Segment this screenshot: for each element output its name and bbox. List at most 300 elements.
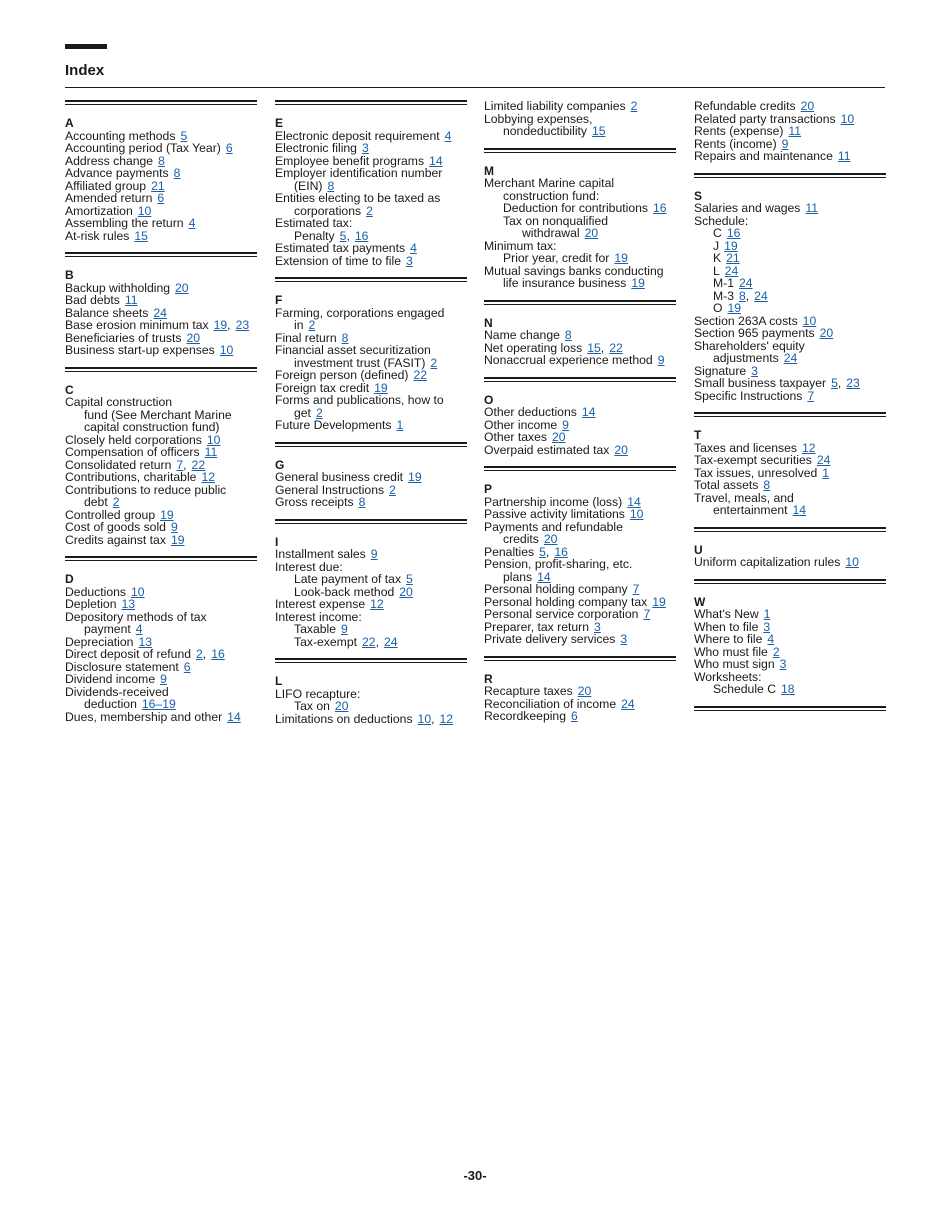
entry-text: Signature — [694, 363, 747, 378]
page-link[interactable]: 20 — [186, 330, 201, 345]
page-link[interactable]: 24 — [739, 276, 753, 290]
entry-text: deduction — [84, 697, 137, 711]
section-letter: T — [694, 428, 702, 442]
page-link[interactable]: 5 — [831, 376, 838, 390]
page-link[interactable]: 16 — [652, 201, 667, 215]
section-divider — [694, 527, 886, 532]
page-link[interactable]: 20 — [577, 684, 592, 698]
page-link[interactable]: 9 — [781, 136, 789, 151]
section-letter: N — [484, 315, 493, 330]
entry-text: corporations — [294, 203, 362, 218]
entry-text: Prior year, credit for — [503, 251, 610, 265]
page-link[interactable]: 2 — [366, 203, 373, 218]
index-entry — [694, 504, 886, 517]
page-link[interactable]: 4 — [410, 241, 417, 255]
page-link[interactable]: 9 — [341, 622, 348, 636]
entry-text: LIFO recapture: — [275, 686, 361, 701]
page-link[interactable]: 5 — [180, 128, 188, 143]
index-entry — [275, 636, 467, 649]
page-link[interactable]: 1 — [763, 607, 771, 621]
section-spacer — [484, 290, 676, 300]
index-section — [275, 100, 467, 277]
section-divider — [65, 556, 257, 561]
page-link[interactable]: 6 — [183, 659, 191, 674]
entry-text: payment — [84, 622, 131, 636]
entry-text: Late payment of tax — [294, 572, 402, 586]
page-link[interactable]: 3 — [361, 141, 369, 155]
entry-text: Refundable credits — [694, 99, 796, 113]
page-link[interactable]: 6 — [225, 141, 233, 155]
page-link[interactable]: 6 — [570, 709, 578, 723]
page-link[interactable]: 9 — [170, 520, 178, 534]
entry-text: Dividend income — [65, 672, 156, 686]
index-entry — [694, 390, 886, 403]
page-link[interactable]: 8 — [173, 166, 181, 180]
entry-text: Accounting methods — [65, 128, 176, 143]
page-link[interactable]: 3 — [594, 619, 601, 634]
index-column-2 — [275, 100, 467, 735]
section-letter: L — [275, 674, 283, 688]
section-spacer — [484, 367, 676, 377]
section-letter: G — [275, 457, 285, 472]
page-number: -30- — [463, 1168, 487, 1183]
page-link[interactable]: 5 — [339, 228, 347, 243]
index-section — [65, 100, 257, 252]
entry-text: Related party transactions — [694, 111, 836, 126]
section-letter: R — [484, 671, 493, 686]
section-divider — [484, 300, 676, 305]
index-section — [484, 100, 676, 148]
page-link[interactable]: 5 — [406, 572, 413, 586]
section-letter: A — [65, 116, 74, 130]
entry-text: Final return — [275, 330, 337, 345]
entry-text: Employer identification number — [275, 166, 443, 180]
page-link[interactable]: 14 — [537, 569, 551, 584]
page-link[interactable]: 10 — [130, 584, 145, 599]
page-link[interactable]: 22 — [191, 457, 206, 472]
page-link[interactable]: 1 — [396, 418, 404, 432]
entry-text: adjustments — [713, 351, 779, 365]
entry-text: get — [294, 405, 311, 420]
page-link[interactable]: 8 — [158, 153, 165, 168]
entry-text: Beneficiaries of trusts — [65, 330, 182, 345]
entry-text: Business start-up expenses — [65, 343, 215, 357]
page-link[interactable]: 23 — [235, 318, 250, 332]
index-entry — [65, 230, 257, 243]
section-spacer — [275, 432, 467, 442]
entry-text: capital construction fund) — [84, 420, 220, 434]
page-link[interactable]: 22 — [362, 634, 376, 649]
entry-text: Capital construction — [65, 395, 173, 409]
page-link[interactable]: 24 — [383, 634, 398, 649]
page-link[interactable]: 20 — [175, 280, 189, 295]
entry-text: Personal service corporation — [484, 607, 639, 621]
entry-text: Gross receipts — [275, 495, 354, 509]
index-section — [484, 148, 676, 300]
page-link[interactable]: 14 — [227, 709, 241, 724]
page-link[interactable]: 12 — [801, 440, 816, 455]
page-link[interactable]: 7 — [176, 457, 184, 472]
entry-text: Address change — [65, 153, 154, 168]
page-link[interactable]: 7 — [643, 607, 651, 621]
page-link[interactable]: 10 — [417, 711, 432, 726]
page-link[interactable]: 11 — [124, 293, 138, 307]
page-link[interactable]: 12 — [439, 711, 454, 726]
page-link[interactable]: 10 — [137, 203, 152, 218]
page-separator: , — [183, 457, 187, 472]
page-link[interactable]: 8 — [564, 328, 572, 342]
section-spacer — [275, 509, 467, 519]
section-spacer — [694, 569, 886, 579]
page-link[interactable]: 5 — [539, 544, 546, 559]
index-section — [275, 442, 467, 519]
entry-text: Direct deposit of refund — [65, 647, 192, 661]
page-link[interactable]: 18 — [781, 682, 795, 696]
page-link[interactable]: 19 — [724, 238, 738, 253]
page-link[interactable]: 20 — [800, 99, 815, 113]
title-divider — [65, 87, 885, 88]
page-link[interactable]: 10 — [802, 313, 817, 328]
page-link[interactable]: 11 — [204, 445, 218, 459]
entry-text: M-1 — [713, 276, 734, 290]
page-link[interactable]: 19 — [631, 276, 645, 290]
entry-text: Tax-exempt securities — [694, 453, 812, 467]
entry-text: Cost of goods sold — [65, 520, 166, 534]
page-link[interactable]: 2 — [389, 482, 396, 497]
index-column-1 — [65, 100, 257, 733]
page-link[interactable]: 3 — [620, 632, 628, 646]
page-link[interactable]: 10 — [629, 507, 644, 521]
page-link[interactable]: 3 — [763, 619, 771, 634]
section-spacer — [694, 163, 886, 173]
entry-text: Rents (income) — [694, 136, 777, 151]
page-separator: , — [600, 340, 605, 355]
section-divider — [275, 442, 467, 447]
page-link[interactable]: 10 — [845, 555, 859, 569]
page-link[interactable]: 8 — [763, 478, 771, 492]
index-section — [275, 519, 467, 659]
entry-text: withdrawal — [522, 226, 580, 240]
entry-text: Pension, profit-sharing, etc. — [484, 557, 633, 571]
page-separator: , — [227, 318, 231, 332]
page-link[interactable]: 13 — [138, 634, 152, 649]
section-divider — [275, 100, 467, 105]
page-link[interactable]: 11 — [837, 149, 851, 163]
page-link[interactable]: 14 — [581, 405, 596, 419]
entry-text: O — [713, 301, 723, 315]
entry-text: Employee benefit programs — [275, 153, 425, 168]
page-link[interactable]: 24 — [783, 351, 798, 365]
entry-text: credits — [503, 532, 539, 546]
section-divider — [484, 148, 676, 153]
section-letter: P — [484, 482, 493, 496]
page-link[interactable]: 2 — [112, 495, 120, 509]
page-link[interactable]: 19 — [213, 318, 228, 332]
page-link[interactable]: 9 — [562, 417, 569, 432]
index-entry — [694, 240, 886, 253]
page-link[interactable]: 14 — [429, 153, 443, 168]
entry-text: Depository methods of tax — [65, 609, 207, 624]
entry-text: Financial asset securitization — [275, 343, 431, 357]
entry-text: Name change — [484, 328, 560, 342]
page-separator: , — [375, 634, 379, 649]
index-column-3 — [484, 100, 676, 733]
page-link[interactable]: 3 — [779, 657, 787, 671]
entry-text: General business credit — [275, 470, 404, 484]
index-entry — [275, 713, 467, 726]
page-link[interactable]: 14 — [792, 503, 807, 517]
page-link[interactable]: 2 — [196, 647, 203, 661]
entry-text: Penalties — [484, 544, 535, 559]
page-link[interactable]: 24 — [621, 696, 635, 711]
page-link[interactable]: 10 — [206, 432, 221, 447]
page-link[interactable]: 16 — [211, 647, 225, 661]
entry-text: Travel, meals, and — [694, 490, 794, 505]
page-link[interactable]: 6 — [157, 191, 165, 205]
page-separator: , — [545, 544, 550, 559]
index-entry — [65, 344, 257, 357]
section-spacer — [484, 456, 676, 466]
entry-text: Interest income: — [275, 609, 362, 624]
entry-text: Shareholders' equity — [694, 338, 805, 353]
page-link[interactable]: 3 — [751, 363, 758, 378]
entry-text: Limited liability companies — [484, 99, 626, 113]
section-divider — [694, 412, 886, 417]
entry-text: Assembling the return — [65, 216, 184, 230]
entry-text: Where to file — [694, 632, 763, 646]
index-entry — [484, 710, 676, 723]
page-link[interactable]: 10 — [219, 343, 234, 357]
page-link[interactable]: 20 — [334, 699, 349, 713]
entry-text: Disclosure statement — [65, 659, 179, 674]
entry-text: Extension of time to file — [275, 253, 401, 268]
index-section — [694, 579, 886, 706]
section-spacer — [275, 267, 467, 277]
page-link[interactable]: 22 — [413, 368, 428, 382]
page-separator: , — [837, 376, 842, 390]
page-link[interactable]: 2 — [772, 644, 780, 659]
entry-text: Passive activity limitations — [484, 507, 625, 521]
entry-text: C — [713, 226, 722, 240]
index-entry — [484, 277, 676, 290]
page-link[interactable]: 23 — [846, 376, 860, 390]
section-spacer — [694, 517, 886, 527]
page-link[interactable]: 20 — [399, 584, 413, 599]
section-spacer — [65, 357, 257, 367]
index-section — [65, 367, 257, 557]
entry-text: Advance payments — [65, 166, 169, 180]
page-link[interactable]: 16 — [726, 226, 741, 240]
section-divider — [275, 277, 467, 282]
entry-text: Total assets — [694, 478, 759, 492]
entry-text: Lobbying expenses, — [484, 111, 593, 126]
index-section — [484, 300, 676, 377]
page-link[interactable]: 15 — [592, 124, 606, 138]
page-link[interactable]: 4 — [135, 622, 143, 636]
entry-text: Controlled group — [65, 507, 156, 522]
entry-text: Contributions, charitable — [65, 470, 197, 484]
entry-text: Specific Instructions — [694, 388, 803, 403]
page-link[interactable]: 24 — [724, 263, 739, 278]
entry-text: Schedule: — [694, 213, 749, 228]
entry-text: nondeductibility — [503, 124, 588, 138]
page-link[interactable]: 9 — [370, 547, 378, 561]
entry-text: Depletion — [65, 597, 117, 611]
entry-text: General Instructions — [275, 482, 385, 497]
page-link[interactable]: 4 — [767, 632, 775, 646]
entry-text: Foreign person (defined) — [275, 368, 409, 382]
entry-text: Deduction for contributions — [503, 201, 648, 215]
page-link[interactable]: 4 — [444, 128, 452, 143]
entry-text: Rents (expense) — [694, 124, 784, 138]
entry-text: Look-back method — [294, 584, 395, 599]
page-link[interactable]: 2 — [430, 355, 438, 370]
entry-text: Bad debts — [65, 293, 120, 307]
page-link[interactable]: 4 — [188, 216, 196, 230]
index-entry — [694, 150, 886, 163]
page-title: Index — [65, 62, 105, 79]
index-entry — [694, 227, 886, 240]
page-link[interactable]: 16 — [354, 228, 369, 243]
index-entry — [65, 534, 257, 547]
entry-text: Other taxes — [484, 430, 547, 444]
page-link[interactable]: 16 — [554, 544, 568, 559]
page-link[interactable]: 20 — [543, 532, 558, 546]
page-link[interactable]: 8 — [341, 330, 349, 345]
entry-text: Consolidated return — [65, 457, 172, 472]
page-link[interactable]: 1 — [822, 465, 830, 480]
entry-text: Merchant Marine capital — [484, 176, 615, 190]
page-link[interactable]: 19 — [614, 251, 628, 265]
entry-text: entertainment — [713, 503, 788, 517]
entry-text: Taxes and licenses — [694, 440, 797, 455]
page-link[interactable]: 2 — [630, 99, 638, 113]
entry-text: Accounting period (Tax Year) — [65, 141, 221, 155]
entry-text: Overpaid estimated tax — [484, 442, 610, 457]
entry-text: investment trust (FASIT) — [294, 355, 426, 370]
page-link[interactable]: 12 — [201, 470, 215, 484]
entry-text: Penalty — [294, 228, 335, 243]
entry-text: Affiliated group — [65, 178, 147, 193]
section-letter: B — [65, 268, 74, 282]
section-letter: W — [694, 594, 706, 609]
page-link[interactable]: 20 — [819, 326, 834, 340]
section-spacer — [694, 696, 886, 706]
entry-text: plans — [503, 569, 533, 584]
entry-text: Preparer, tax return — [484, 619, 589, 634]
section-letter: F — [275, 293, 283, 307]
page-link[interactable]: 12 — [370, 597, 384, 611]
page-link[interactable]: 2 — [308, 318, 316, 332]
page-link[interactable]: 20 — [552, 430, 566, 444]
page-link[interactable]: 14 — [627, 494, 641, 509]
page-link[interactable]: 11 — [788, 124, 802, 138]
page-link[interactable]: 24 — [754, 288, 768, 303]
page-link[interactable]: 19 — [374, 380, 388, 395]
entry-text: When to file — [694, 619, 759, 634]
page-link[interactable]: 24 — [816, 453, 831, 467]
section-spacer — [484, 723, 676, 733]
page-link[interactable]: 20 — [614, 442, 628, 457]
page-link[interactable]: 21 — [151, 178, 165, 193]
page-link[interactable]: 15 — [587, 340, 601, 355]
section-letter: S — [694, 188, 703, 203]
page-link[interactable]: 22 — [609, 340, 623, 355]
page-link[interactable]: 2 — [315, 405, 323, 420]
page-link[interactable]: 19 — [652, 594, 666, 609]
index-section — [694, 100, 886, 173]
page-link[interactable]: 8 — [739, 288, 746, 303]
page-link[interactable]: 19 — [160, 507, 174, 522]
index-section — [484, 377, 676, 467]
entry-text: Nonaccrual experience method — [484, 353, 653, 367]
page-link[interactable]: 8 — [358, 495, 366, 509]
end-divider — [694, 706, 886, 711]
entry-text: Entities electing to be taxed as — [275, 191, 441, 205]
section-divider — [484, 656, 676, 661]
page-link[interactable]: 19 — [727, 301, 742, 315]
index-section — [484, 466, 676, 656]
page-link[interactable]: 11 — [805, 201, 819, 215]
page-link[interactable]: 9 — [160, 672, 167, 686]
index-section — [694, 527, 886, 579]
page-link[interactable]: 8 — [327, 178, 335, 193]
entry-text: Schedule C — [713, 682, 777, 696]
page-link[interactable]: 3 — [406, 253, 413, 268]
index-section — [275, 658, 467, 735]
entry-text: L — [713, 263, 720, 278]
section-divider — [65, 252, 257, 257]
entry-text: Dues, membership and other — [65, 709, 223, 724]
entry-text: debt — [84, 495, 108, 509]
entry-text: Who must file — [694, 644, 768, 659]
entry-text: Estimated tax: — [275, 216, 353, 230]
page-link[interactable]: 19 — [170, 532, 185, 547]
page-link[interactable]: 20 — [584, 226, 599, 240]
page-link[interactable]: 16–19 — [141, 697, 176, 711]
entry-text: Farming, corporations engaged — [275, 305, 445, 320]
entry-text: M-3 — [713, 288, 734, 303]
entry-text: Private delivery services — [484, 632, 616, 646]
entry-text: Small business taxpayer — [694, 376, 827, 390]
page-link[interactable]: 24 — [153, 305, 167, 320]
section-divider — [275, 658, 467, 663]
entry-text: construction fund: — [503, 188, 600, 203]
entry-text: Limitations on deductions — [275, 711, 413, 726]
page-link[interactable]: 7 — [632, 582, 640, 596]
section-spacer — [484, 646, 676, 656]
entry-text: Personal holding company tax — [484, 594, 648, 609]
page-link[interactable]: 13 — [121, 597, 136, 611]
entry-text: Payments and refundable — [484, 519, 623, 534]
section-spacer — [484, 138, 676, 148]
page-link[interactable]: 7 — [807, 388, 815, 403]
section-spacer — [65, 546, 257, 556]
page-link[interactable]: 10 — [840, 111, 855, 126]
page-link[interactable]: 15 — [134, 228, 148, 243]
entry-text: Recordkeeping — [484, 709, 566, 723]
entry-text: Taxable — [294, 622, 337, 636]
entry-text: Section 965 payments — [694, 326, 815, 340]
entry-text: Interest due: — [275, 559, 343, 574]
section-letter: M — [484, 163, 494, 178]
entry-text: Minimum tax: — [484, 238, 557, 253]
index-entry — [275, 419, 467, 432]
page-link[interactable]: 19 — [408, 470, 422, 484]
page-link[interactable]: 9 — [657, 353, 665, 367]
entry-text: Depreciation — [65, 634, 134, 649]
page-link[interactable]: 21 — [726, 251, 740, 265]
